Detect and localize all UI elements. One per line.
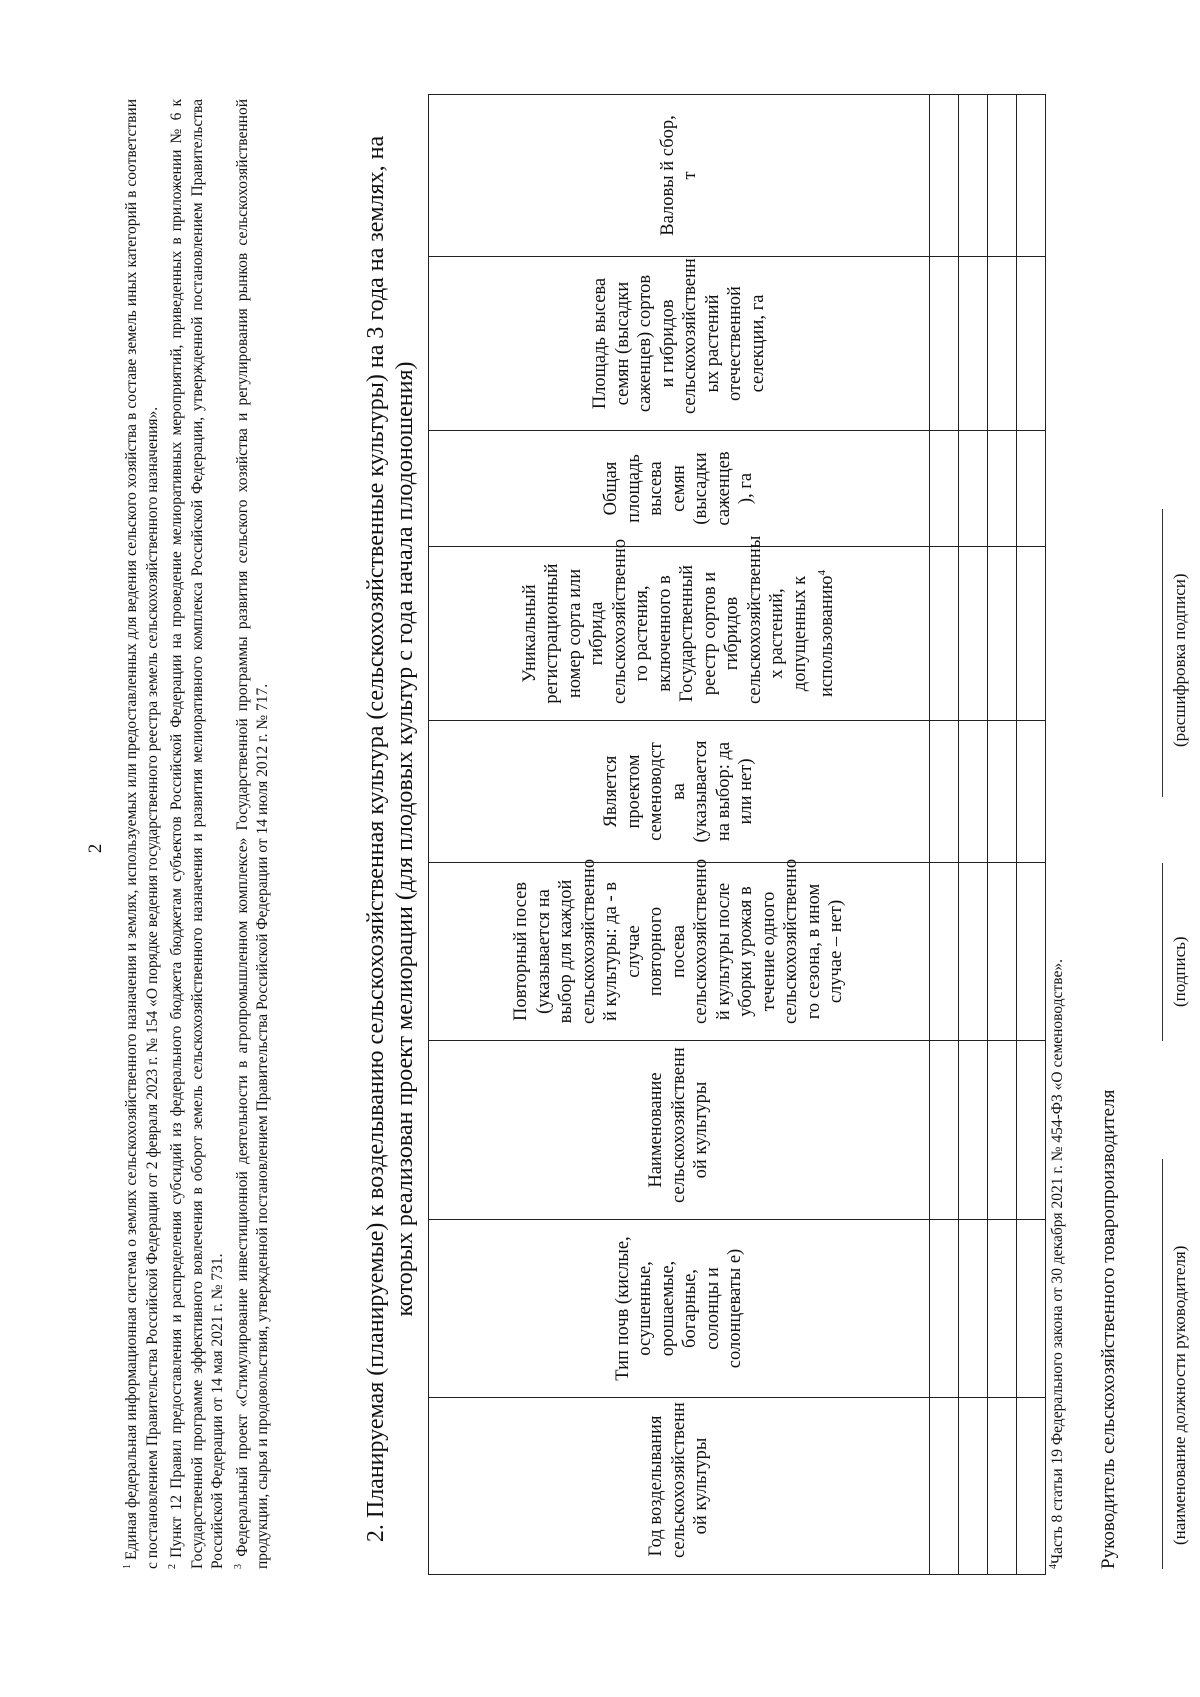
- column-header-registration-number: Уникальный регистрационный номер сорта или гибрида сельскохозяйственно го растения, включенного в Государственный реестр сортов и гибридов сельскохозяйственны х растений, допущенных к использованию$^4$: [429, 547, 930, 721]
- column-header-crop-name: Наименование сельскохозяйственн ой культуры: [429, 1041, 930, 1220]
- column-header-gross-harvest: Валовы й сбор, т: [429, 95, 930, 257]
- footnotes-block: [118, 99, 274, 1569]
- column-header-domestic-area: Площадь высева семян (высадки саженцев) сортов и гибридов сельскохозяйственн ых растений отечественной селекции, га: [429, 257, 930, 431]
- column-header-soil-type: Тип почв (кислые, осушенные, орошаемые, богарные, солонцы и солонцеваты е): [429, 1220, 930, 1398]
- crop-table: [428, 94, 1046, 1575]
- page-number: 2: [85, 843, 106, 854]
- footnote-3: $^3$ Федеральный проект «Стимулирование инвестиционной деятельности в агропромышленном комплексе» Государственной программы развития сельского хозяйства и регулирования рынков сельскохозяйственной продукции, сырья и продовольствия, утвержденной постановлением Правительства Российской Федерации от 14 июля 2012 г. № 717.: [232, 99, 272, 1569]
- column-header-repeat-sowing: Повторный посев (указывается на выбор для каждой сельскохозяйственно й культуры: да - в случае повторного посева сельскохозяйственно й культуры после уборки урожая в течение одного сельскохозяйственно го сезона, в ином случае – нет): [429, 863, 930, 1041]
- column-header-year: Год возделывания сельскохозяйственн ой культуры: [429, 1398, 930, 1575]
- signature-title: Руководитель сельскохозяйственного товаропроизводителя: [1098, 1089, 1119, 1569]
- footnote-2: $^2$ Пункт 12 Правил предоставления и распределения субсидий из федерального бюджета бюджетам субъектов Российской Федерации на проведение мелиоративных мероприятий, приведенных в приложении № 6 к Государственной программе эффективного вовлечения в оборот земель сельскохозяйственного назначения и развития мелиоративного комплекса Российской Федерации, утвержденной постановлением Правительства Российской Федерации от 14 мая 2021 г. № 731.: [167, 98, 227, 1569]
- signature-line: [1162, 863, 1163, 1041]
- footnote-4: $^4$Часть 8 статьи 19 Федерального закона от 30 декабря 2021 г. № 454-ФЗ «О семеноводстве».: [1048, 959, 1067, 1569]
- table-header-row: [429, 95, 930, 1575]
- table-row: [930, 95, 959, 1575]
- column-header-seed-project: Является проектом семеноводст ва (указывается на выбор: да или нет): [429, 721, 930, 863]
- position-signature-line: [1162, 1159, 1163, 1569]
- table-row: [959, 95, 988, 1575]
- table-row: [1017, 95, 1046, 1575]
- table-row: [988, 95, 1017, 1575]
- signature-label: (подпись): [1170, 936, 1189, 1007]
- section-heading: 2. Планируемая (планируемые) к возделыванию сельскохозяйственная культура (сельскохозяйственные культуры) на 3 года на землях, на которых реализован проект мелиорации (для плодовых культур с года начала плодоношения): [363, 135, 418, 1543]
- footnote-1: $^1$ Единая федеральная информационная система о землях сельскохозяйственного назначения и землях, используемых или предоставленных для ведения сельского хозяйства в составе земель иных категорий в соответствии с постановлением Правительства Российской Федерации от 2 февраля 2023 г. № 154 «О порядке ведения государственного реестра земель сельскохозяйственного назначения».: [122, 98, 161, 1569]
- column-header-total-area: Общая площадь высева семян (высадки саженцев ), га: [429, 431, 930, 547]
- transcript-label: (расшифровка подписи): [1170, 573, 1189, 747]
- position-label: (наименование должности руководителя): [1170, 1245, 1189, 1545]
- transcript-signature-line: [1162, 509, 1163, 797]
